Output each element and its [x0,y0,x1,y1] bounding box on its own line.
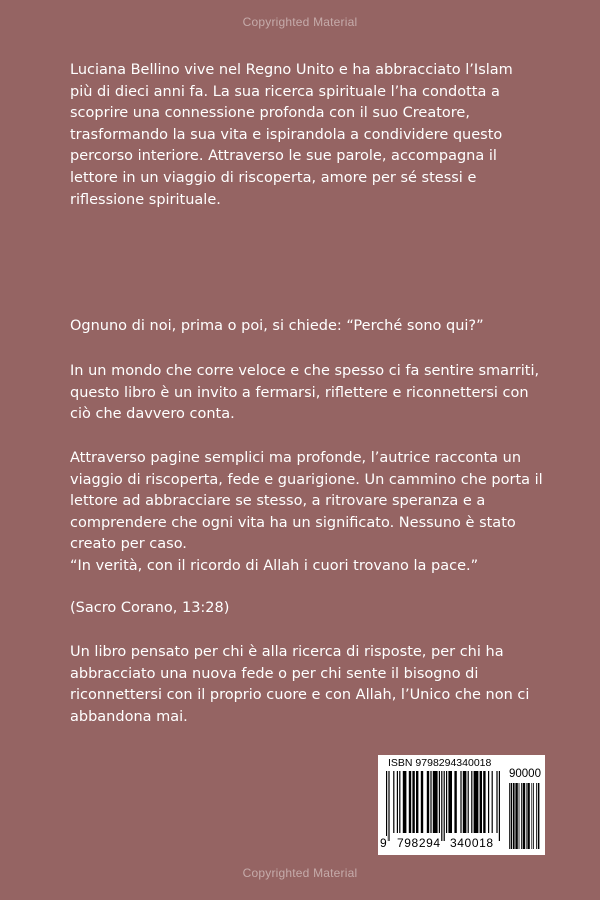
author-bio: Luciana Bellino vive nel Regno Unito e ha abbracciato l’Islam più di dieci anni fa. La sua ricerca spirituale l’ha condotta a scoprire una connessione profonda con il suo Creatore, trasformando la sua vita e ispirandola a condividere questo percorso interiore. Attraverso le sue parole, accompagna il lettore in un viaggio di riscoperta, amore per sé stessi e riflessione spirituale. [70,62,513,208]
barcode-bar [536,783,537,849]
barcode-bar [511,783,513,849]
barcode-bar [444,771,445,841]
barcode-bar [430,771,431,833]
barcode-bar [409,771,411,833]
barcode-bar [399,771,400,833]
barcode-bar [526,783,527,849]
barcode-bar [393,771,394,833]
barcode-bar [448,771,452,833]
barcode-bar [433,771,438,833]
barcode-bar [427,771,429,833]
barcode-bar [533,783,534,849]
isbn-barcode [378,755,545,855]
barcode-bar [388,771,389,841]
barcode-bar [523,783,525,849]
barcode-bar [474,771,479,833]
barcode-bar [499,771,500,841]
barcode-bar [416,771,418,833]
price-code: 90000 [509,768,541,780]
barcode-bar [531,783,532,849]
barcode-digit-first: 9 [380,836,387,850]
barcode-bar [483,771,485,833]
barcode-bar [421,771,423,833]
barcode-bar [509,783,510,849]
barcode-bar [471,771,472,833]
barcode-bar [439,771,440,833]
barcode-bar [519,783,520,849]
barcode-bar [446,771,447,833]
barcode-bar [463,771,467,833]
barcode-bar [403,771,407,833]
barcode-bar [386,771,387,841]
barcode-bar [412,771,414,833]
description-closing: Un libro pensato per chi è alla ricerca di risposte, per chi ha abbracciato una nuova fede o per chi sente il bisogno di riconnettersi con il proprio cuore e con Allah, l’Unico che non ci abbandona mai. [70,644,530,725]
copyright-watermark-bottom: Copyrighted Material [242,866,358,880]
description-paragraph-3: Attraverso pagine semplici ma profonde, l’autrice racconta un viaggio di riscoperta, fede e guarigione. Un cammino che porta il lettore ad abbracciare se stesso, a ritrovare speranza e a comprendere che ogni vita ha un significato. Nessuno è stato creato per caso. [70,450,543,553]
copyright-watermark-top: Copyrighted Material [242,15,358,29]
quote-source: (Sacro Corano, 13:28) [70,600,230,616]
barcode-bar [496,771,497,833]
isbn-label: ISBN 9798294340018 [388,757,492,769]
barcode-bar [460,771,461,833]
barcode-bar [527,783,529,849]
barcode-digits-left: 798294 [397,836,441,850]
barcode-bar [454,771,456,833]
barcode-digits-right: 340018 [450,836,494,850]
barcode-bar [397,771,398,833]
description-question: Ognuno di noi, prima o poi, si chiede: “Perché sono qui?” [70,318,484,334]
barcode-bar [488,771,489,833]
barcode-bar [521,783,522,849]
barcode-bar [538,783,540,849]
barcode-bar [492,771,493,833]
barcode-bar [515,783,517,849]
barcode-bar [468,771,469,833]
quran-quote: “In verità, con il ricordo di Allah i cuori trovano la pace.” [70,558,479,574]
barcode-bar [480,771,482,833]
ean13-bars [386,771,504,841]
barcode-bar [513,783,515,849]
barcode-bar [441,771,442,841]
addon-bars [509,783,541,849]
description-paragraph-2: In un mondo che corre veloce e che spesso ci fa sentire smarriti, questo libro è un invito a fermarsi, riflettere e riconnettersi con ciò che davvero conta. [70,363,540,423]
